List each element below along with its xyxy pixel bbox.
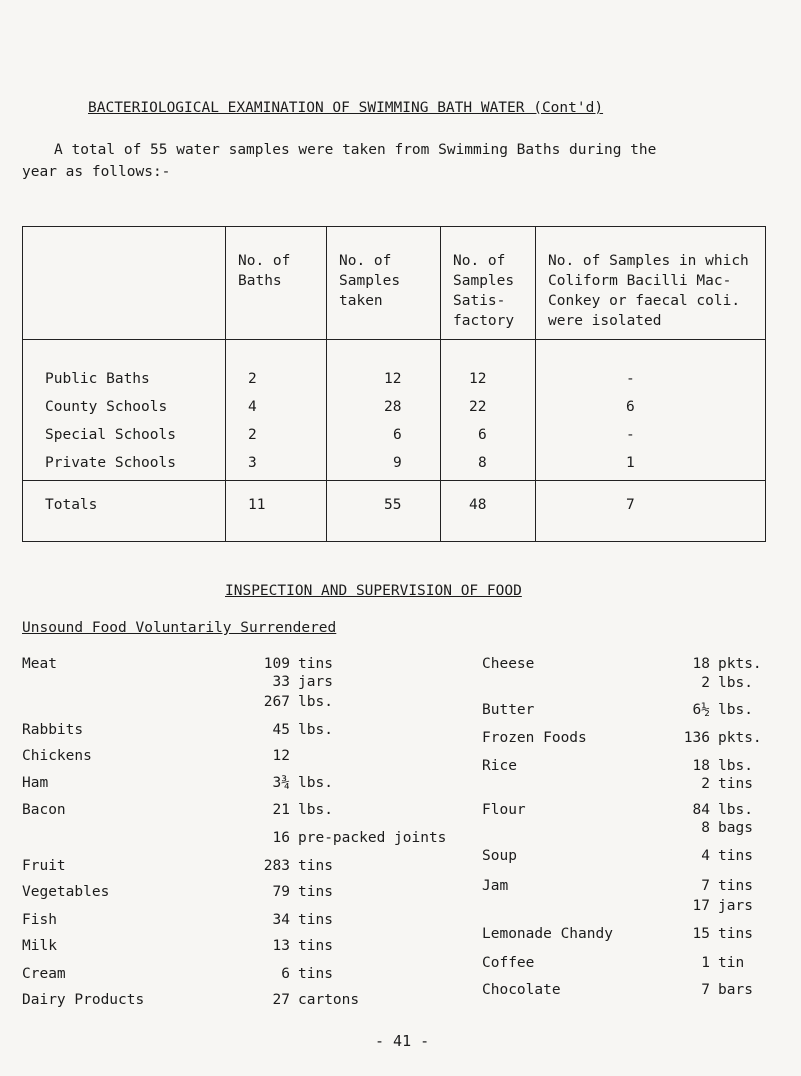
section-title-bacteriological: BACTERIOLOGICAL EXAMINATION OF SWIMMING BATH WATER (Cont'd) [88, 100, 604, 116]
food-unit: jars [298, 674, 333, 690]
table-cell: 6 [393, 427, 402, 443]
food-unit: lbs. [718, 758, 753, 774]
satisfactory-values-cell [441, 340, 536, 481]
table-cell: 1 [626, 455, 635, 471]
food-item: Frozen Foods [482, 730, 587, 746]
food-unit: jars [718, 898, 753, 914]
food-item: Butter [482, 702, 535, 718]
food-unit: bars [718, 982, 753, 998]
food-qty: 79 [272, 884, 290, 900]
food-item: Milk [22, 938, 57, 954]
food-item: Dairy Products [22, 992, 145, 1008]
food-item: Jam [482, 878, 509, 894]
food-qty: 21 [272, 802, 290, 818]
table-body-row [23, 340, 766, 481]
food-item: Fruit [22, 858, 66, 874]
food-unit: tins [718, 926, 753, 942]
food-qty: 45 [272, 722, 290, 738]
table-totals-row [23, 481, 766, 542]
food-item: Cream [22, 966, 66, 982]
food-qty: 8 [701, 820, 710, 836]
taken-values-cell [327, 340, 441, 481]
food-unit: lbs. [718, 675, 753, 691]
swimming-bath-table [22, 226, 766, 542]
food-item: Coffee [482, 955, 535, 971]
totals-label-cell: Totals [23, 481, 226, 542]
table-cell: 6 [626, 399, 635, 415]
food-qty: 12 [272, 748, 290, 764]
food-unit: tins [298, 966, 333, 982]
food-unit: tins [298, 858, 333, 874]
table-cell: 8 [478, 455, 487, 471]
food-qty: 34 [272, 912, 290, 928]
food-qty: 16 [272, 830, 290, 846]
food-unit: bags [718, 820, 753, 836]
table-row-label: County Schools [45, 399, 168, 415]
food-qty: 1 [701, 955, 710, 971]
food-item: Rabbits [22, 722, 84, 738]
food-unit: lbs. [298, 802, 333, 818]
food-qty: 283 [263, 858, 290, 874]
table-cell: 22 [469, 399, 487, 415]
food-qty: 27 [272, 992, 290, 1008]
table-row-label: Public Baths [45, 371, 150, 387]
table-row-label: Private Schools [45, 455, 176, 471]
food-qty: 7 [701, 878, 710, 894]
table-cell: 12 [384, 371, 402, 387]
table-cell: - [626, 427, 635, 443]
section-title-inspection: INSPECTION AND SUPERVISION OF FOOD [225, 583, 522, 599]
table-cell: 12 [469, 371, 487, 387]
food-qty: 6½ [692, 702, 710, 718]
food-item: Chocolate [482, 982, 561, 998]
header-cell-blank [23, 227, 226, 340]
food-unit: tins [298, 912, 333, 928]
food-qty: 17 [692, 898, 710, 914]
row-labels-cell [23, 340, 226, 481]
food-qty: 15 [692, 926, 710, 942]
food-qty: 109 [263, 656, 290, 672]
food-qty: 2 [701, 675, 710, 691]
header-cell-coliform: No. of Samples in which Coliform Bacilli Mac- Conkey or faecal coli. were isolated [536, 227, 766, 340]
food-qty: 18 [692, 656, 710, 672]
header-cell-baths: No. of Baths [226, 227, 327, 340]
food-qty: 136 [683, 730, 710, 746]
totals-satisfactory-cell: 48 [441, 481, 536, 542]
food-qty: 4 [701, 848, 710, 864]
food-item: Cheese [482, 656, 535, 672]
food-item: Vegetables [22, 884, 110, 900]
food-qty: 7 [701, 982, 710, 998]
food-unit: pre-packed joints [298, 830, 447, 846]
food-qty: 2 [701, 776, 710, 792]
food-item: Bacon [22, 802, 66, 818]
food-qty: 18 [692, 758, 710, 774]
food-unit: pkts. [718, 730, 762, 746]
food-item: Ham [22, 775, 49, 791]
food-unit: lbs. [718, 802, 753, 818]
page-number: - 41 - [375, 1032, 430, 1050]
food-item: Soup [482, 848, 517, 864]
food-unit: pkts. [718, 656, 762, 672]
food-unit: cartons [298, 992, 360, 1008]
food-unit: tins [718, 776, 753, 792]
food-unit: lbs. [718, 702, 753, 718]
table-cell: 2 [248, 427, 257, 443]
food-qty: 6 [281, 966, 290, 982]
totals-coliform-cell: 7 [536, 481, 766, 542]
food-unit: tins [718, 878, 753, 894]
table-cell: 3 [248, 455, 257, 471]
food-item: Flour [482, 802, 526, 818]
table-header-row [23, 227, 766, 340]
food-qty: 13 [272, 938, 290, 954]
food-unit: tins [298, 656, 333, 672]
food-item: Rice [482, 758, 517, 774]
table-cell: 28 [384, 399, 402, 415]
table-cell: 6 [478, 427, 487, 443]
food-item: Lemonade Chandy [482, 926, 613, 942]
intro-line-2: year as follows:- [22, 164, 171, 180]
totals-taken-cell: 55 [327, 481, 441, 542]
food-unit: lbs. [298, 694, 333, 710]
food-unit: tins [298, 938, 333, 954]
food-qty: 267 [263, 694, 290, 710]
food-item: Meat [22, 656, 57, 672]
food-qty: 33 [272, 674, 290, 690]
table-row-label: Special Schools [45, 427, 176, 443]
food-unit: tins [298, 884, 333, 900]
section-subtitle-unsound-food: Unsound Food Voluntarily Surrendered [22, 620, 337, 636]
food-unit: tin [718, 955, 745, 971]
coliform-values-cell [536, 340, 766, 481]
food-item: Fish [22, 912, 57, 928]
table-cell: 2 [248, 371, 257, 387]
food-qty: 3¾ [272, 775, 290, 791]
header-cell-satisfactory: No. of Samples Satis- factory [441, 227, 536, 340]
intro-line-1: A total of 55 water samples were taken from Swimming Baths during the [54, 142, 657, 158]
table-cell: - [626, 371, 635, 387]
food-item: Chickens [22, 748, 92, 764]
header-cell-taken: No. of Samples taken [327, 227, 441, 340]
table-cell: 9 [393, 455, 402, 471]
baths-values-cell [226, 340, 327, 481]
table-cell: 4 [248, 399, 257, 415]
food-unit: lbs. [298, 722, 333, 738]
totals-baths-cell: 11 [226, 481, 327, 542]
food-qty: 84 [692, 802, 710, 818]
food-unit: tins [718, 848, 753, 864]
food-unit: lbs. [298, 775, 333, 791]
